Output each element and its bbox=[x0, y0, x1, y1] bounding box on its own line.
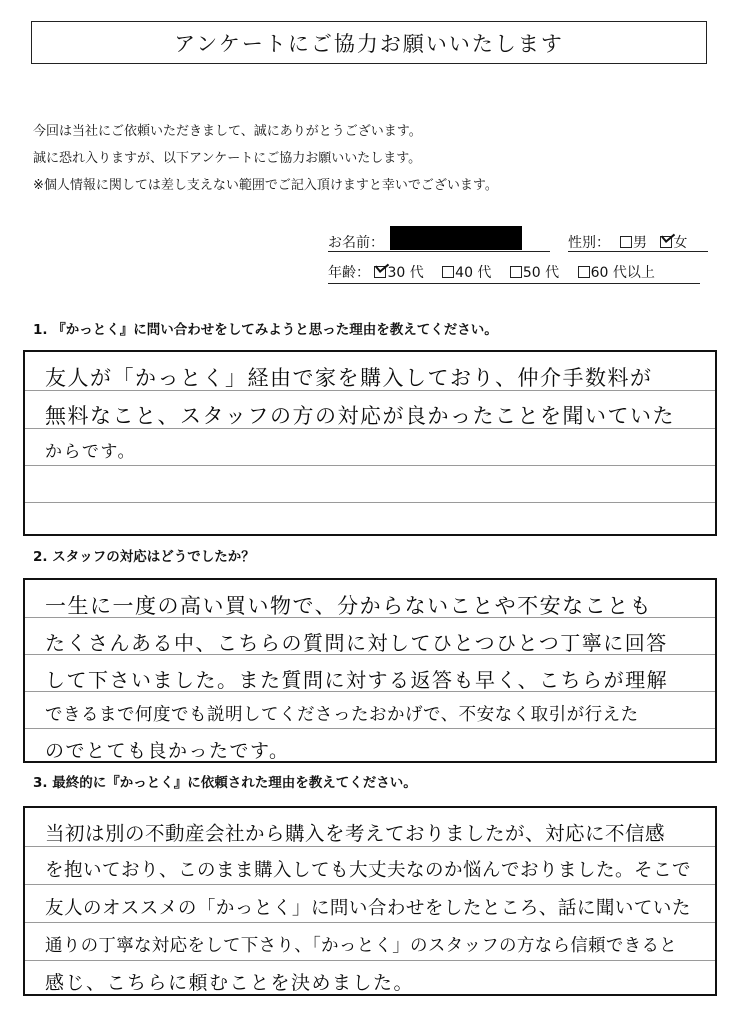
gender-male-label: 男 bbox=[633, 235, 647, 251]
answer-rule bbox=[25, 884, 715, 885]
age-50-label: 50 代 bbox=[522, 265, 560, 281]
age-40-checkbox[interactable] bbox=[442, 266, 454, 278]
answer-rule bbox=[25, 846, 715, 847]
answer-1-line: 友人が「かっとく」経由で家を購入しており、仲介手数料が bbox=[45, 366, 653, 390]
age-60-checkbox[interactable] bbox=[578, 266, 590, 278]
intro-line: 誠に恐れ入りますが、以下アンケートにご協力お願いいたします。 bbox=[33, 151, 422, 166]
gender-male-checkbox[interactable] bbox=[620, 236, 632, 248]
answer-3-line: 通りの丁寧な対応をして下さり、「かっとく」のスタッフの方なら信頼できると bbox=[45, 936, 678, 956]
age-60-label: 60 代以上 bbox=[590, 265, 655, 281]
name-label: お名前： bbox=[328, 235, 384, 251]
question-1-label: 1. 『かっとく』に問い合わせをしてみようと思った理由を教えてください。 bbox=[33, 322, 498, 338]
answer-3-line: を抱いており、このまま購入しても大丈夫なのか悩んでおりました。そこで bbox=[45, 860, 692, 881]
intro-text bbox=[33, 118, 498, 199]
answer-2-line: のでとても良かったです。 bbox=[45, 740, 290, 762]
age-underline bbox=[328, 283, 700, 284]
answer-3-box bbox=[23, 806, 717, 996]
gender-female-label: 女 bbox=[673, 235, 688, 251]
answer-rule bbox=[25, 465, 715, 466]
answer-2-line: して下さいました。また質問に対する返答も早く、こちらが理解 bbox=[45, 668, 669, 692]
intro-line: ※個人情報に関しては差し支えない範囲でご記入頂けますと幸いでございます。 bbox=[33, 178, 498, 193]
answer-rule bbox=[25, 728, 715, 729]
age-40-label: 40 代 bbox=[455, 265, 492, 281]
answer-rule bbox=[25, 960, 715, 961]
answer-1-line: からです。 bbox=[45, 442, 136, 462]
question-3-label: 3. 最終的に『かっとく』に依頼された理由を教えてください。 bbox=[33, 775, 417, 791]
answer-2-box bbox=[23, 578, 717, 763]
name-redaction bbox=[390, 226, 522, 250]
answer-3-line: 当初は別の不動産会社から購入を考えておりましたが、対応に不信感 bbox=[45, 822, 666, 845]
survey-title: アンケートにご協力お願いいたします bbox=[31, 21, 707, 64]
answer-2-line: たくさんある中、こちらの質問に対してひとつひとつ丁寧に回答 bbox=[45, 631, 668, 655]
answer-3-line: 感じ、こちらに頼むことを決めました。 bbox=[45, 972, 415, 994]
answer-1-box bbox=[23, 350, 717, 536]
gender-female-checkbox[interactable] bbox=[660, 236, 672, 248]
age-30-label: 30 代 bbox=[387, 265, 424, 281]
answer-3-line: 友人のオススメの「かっとく」に問い合わせをしたところ、話に聞いていた bbox=[45, 898, 691, 919]
age-label: 年齢： bbox=[328, 265, 370, 281]
gender-options bbox=[620, 232, 687, 252]
age-30-checkbox[interactable] bbox=[374, 266, 386, 278]
answer-2-line: 一生に一度の高い買い物で、分からないことや不安なことも bbox=[45, 594, 653, 618]
age-row bbox=[328, 262, 708, 282]
respondent-info bbox=[328, 226, 708, 254]
name-underline bbox=[328, 251, 550, 252]
answer-rule bbox=[25, 502, 715, 503]
question-2-label: 2. スタッフの対応はどうでしたか？ bbox=[33, 549, 255, 565]
gender-underline bbox=[568, 251, 708, 252]
age-50-checkbox[interactable] bbox=[510, 266, 522, 278]
answer-2-line: できるまで何度でも説明してくださったおかげで、不安なく取引が行えた bbox=[45, 705, 639, 725]
intro-line: 今回は当社にご依頼いただきまして、誠にありがとうございます。 bbox=[33, 124, 422, 139]
answer-rule bbox=[25, 922, 715, 923]
gender-label: 性別： bbox=[568, 235, 610, 251]
answer-1-line: 無料なこと、スタッフの方の対応が良かったことを聞いていた bbox=[45, 404, 675, 428]
